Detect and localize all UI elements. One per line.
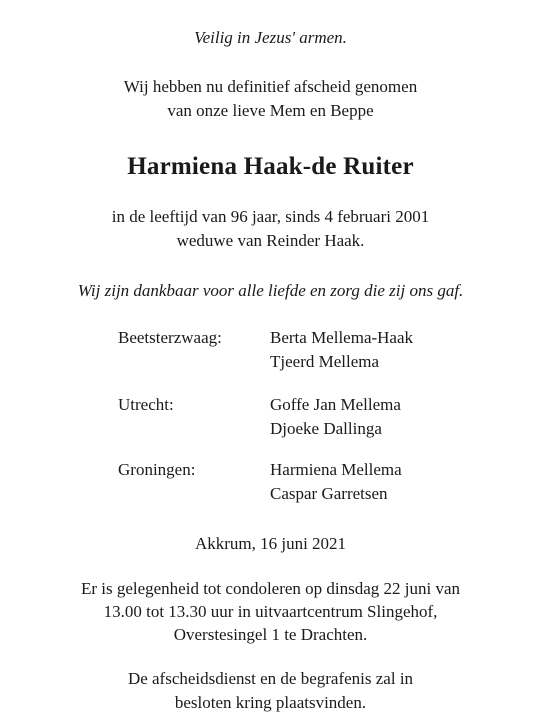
- family-member: Djoeke Dallinga: [270, 419, 382, 438]
- family-member: Berta Mellema-Haak: [270, 328, 414, 347]
- place-date: Akkrum, 16 juni 2021: [194, 534, 347, 553]
- family-place: Beetsterzwaag:: [118, 328, 222, 347]
- intro-line-1: Wij hebben nu definitief afscheid genomen: [123, 77, 418, 96]
- service-line-1: De afscheidsdienst en de begrafenis zal in: [127, 669, 414, 688]
- details-line-2: weduwe van Reinder Haak.: [176, 231, 365, 250]
- family-place: Utrecht:: [118, 395, 174, 414]
- family-member: Harmiena Mellema: [270, 460, 402, 479]
- details-line-1: in de leeftijd van 96 jaar, sinds 4 februari 2001: [111, 207, 430, 226]
- deceased-name: Harmiena Haak-de Ruiter: [127, 153, 414, 180]
- motto: Veilig in Jezus' armen.: [194, 28, 347, 47]
- service-line-2: besloten kring plaatsvinden.: [174, 693, 367, 712]
- family-place: Groningen:: [118, 460, 196, 479]
- family-member: Goffe Jan Mellema: [270, 395, 401, 414]
- family-member: Caspar Garretsen: [270, 484, 388, 503]
- family-member: Tjeerd Mellema: [270, 352, 380, 371]
- condolence-line-3: Overstesingel 1 te Drachten.: [173, 625, 368, 644]
- condolence-line-1: Er is gelegenheid tot condoleren op dinsdag 22 juni van: [80, 579, 461, 598]
- condolence-line-2: 13.00 tot 13.30 uur in uitvaartcentrum Slingehof,: [103, 602, 438, 621]
- gratitude-line: Wij zijn dankbaar voor alle liefde en zorg die zij ons gaf.: [77, 281, 464, 300]
- intro-line-2: van onze lieve Mem en Beppe: [167, 101, 374, 120]
